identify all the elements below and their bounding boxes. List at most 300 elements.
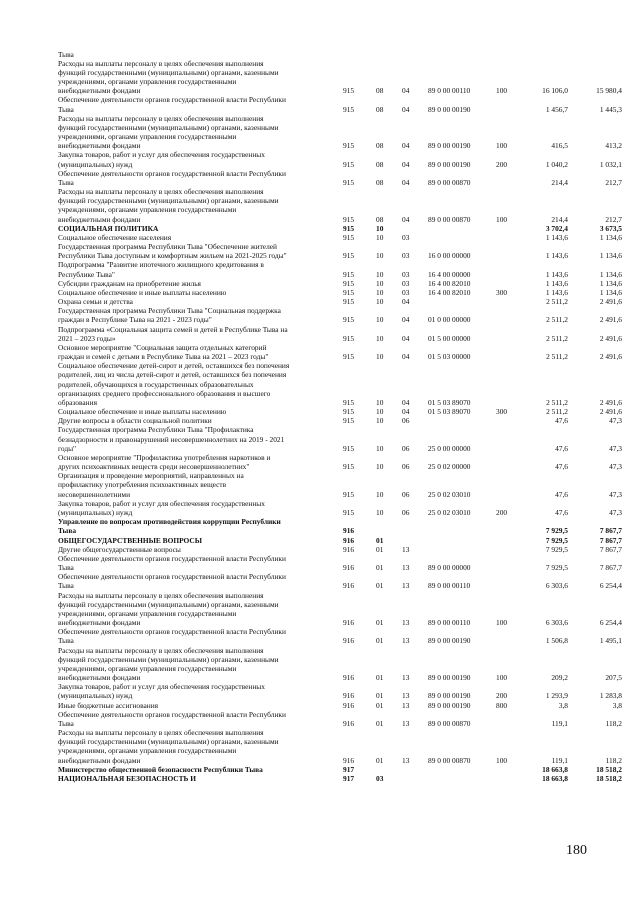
row-section-code: 01 <box>376 700 384 710</box>
table-row <box>0 160 639 169</box>
row-subsection-code: 13 <box>402 636 410 646</box>
row-section-code: 10 <box>376 397 384 407</box>
table-row <box>0 719 639 728</box>
row-subsection-code: 13 <box>402 618 410 628</box>
table-row <box>0 444 639 453</box>
row-value-actual: 2 491,6 <box>599 407 622 417</box>
row-ministry-code: 915 <box>343 223 355 233</box>
row-value-plan: 2 511,2 <box>546 407 568 417</box>
row-description: учреждениями, органами управления государственными <box>58 77 237 86</box>
row-description: Подпрограмма «Социальная защита семей и детей в Республике Тыва на <box>58 324 288 334</box>
row-description: Обеспечение деятельности органов государственной власти Республики <box>58 572 286 582</box>
row-target-article: 01 5 03 00000 <box>428 352 471 362</box>
table-row <box>0 270 639 279</box>
row-value-plan: 2 511,2 <box>546 297 568 307</box>
row-target-article: 25 0 02 03010 <box>428 508 471 517</box>
row-description: Закупка товаров, работ и услуг для обеспечения государственных <box>58 150 265 160</box>
row-description: Расходы на выплаты персоналу в целях обеспечения выполнения <box>58 590 264 600</box>
table-row <box>0 655 639 664</box>
row-value-plan: 1 293,9 <box>545 691 568 701</box>
row-subsection-code: 04 <box>402 297 410 307</box>
row-subsection-code: 13 <box>402 563 410 573</box>
row-description: Государственная программа Республики Тыва "Профилактика <box>58 425 254 435</box>
row-description: внебюджетными фондами <box>58 86 141 96</box>
row-value-actual: 18 518,2 <box>596 764 622 774</box>
row-expense-type: 100 <box>496 618 508 628</box>
table-row <box>0 297 639 306</box>
row-description: Республики Тыва доступным и комфортным жильем на 2021-2025 годы" <box>58 251 287 261</box>
row-description: Субсидии гражданам на приобретение жилья <box>58 278 201 288</box>
row-section-code: 10 <box>376 462 384 472</box>
row-ministry-code: 915 <box>343 462 355 472</box>
table-row <box>0 737 639 746</box>
table-row <box>0 187 639 196</box>
row-target-article: 89 0 00 00190 <box>428 159 471 169</box>
row-value-plan: 7 929,5 <box>545 526 568 536</box>
table-row <box>0 105 639 114</box>
row-description: Основное мероприятие "Социальная защита отдельных категорий <box>58 342 267 352</box>
row-section-code: 03 <box>376 773 384 783</box>
row-value-actual: 47,3 <box>609 443 622 453</box>
row-target-article: 01 5 00 00000 <box>428 333 471 343</box>
row-section-code: 01 <box>376 581 384 591</box>
table-row <box>0 765 639 774</box>
row-ministry-code: 915 <box>343 86 355 96</box>
row-subsection-code: 13 <box>402 691 410 701</box>
row-description: Основное мероприятие "Профилактика употребления наркотиков и <box>58 452 271 462</box>
row-section-code: 10 <box>376 333 384 343</box>
row-subsection-code: 03 <box>402 287 410 297</box>
table-row <box>0 701 639 710</box>
row-ministry-code: 916 <box>343 673 355 683</box>
row-section-code: 08 <box>376 104 384 114</box>
row-description: Расходы на выплаты персоналу в целях обеспечения выполнения <box>58 58 264 68</box>
table-row <box>0 224 639 233</box>
table-row <box>0 691 639 700</box>
table-row <box>0 425 639 434</box>
row-target-article: 16 4 00 82010 <box>428 287 471 297</box>
row-description: функций государственными (муниципальными) органами, казенными <box>58 122 279 132</box>
row-subsection-code: 04 <box>402 86 410 96</box>
row-value-plan: 47,6 <box>555 489 568 499</box>
row-description: Подпрограмма "Развитие ипотечного жилищного кредитования в <box>58 260 264 270</box>
row-ministry-code: 915 <box>343 278 355 288</box>
row-subsection-code: 13 <box>402 755 410 765</box>
row-ministry-code: 916 <box>343 535 355 545</box>
row-value-actual: 7 867,7 <box>599 535 622 545</box>
table-row <box>0 370 639 379</box>
row-target-article: 16 0 00 00000 <box>428 251 471 261</box>
row-description: Закупка товаров, работ и услуг для обеспечения государственных <box>58 682 265 692</box>
row-value-plan: 47,6 <box>555 416 568 426</box>
row-ministry-code: 917 <box>343 773 355 783</box>
row-subsection-code: 03 <box>402 278 410 288</box>
row-description: Государственная программа Республики Тыва "Социальная поддержка <box>58 306 281 316</box>
row-value-actual: 2 491,6 <box>599 315 622 325</box>
row-section-code: 01 <box>376 636 384 646</box>
row-expense-type: 100 <box>496 673 508 683</box>
row-ministry-code: 915 <box>343 177 355 187</box>
row-ministry-code: 915 <box>343 287 355 297</box>
table-row <box>0 114 639 123</box>
row-description: Расходы на выплаты персоналу в целях обеспечения выполнения <box>58 113 264 123</box>
row-value-plan: 7 929,5 <box>545 544 568 554</box>
row-ministry-code: 915 <box>343 214 355 224</box>
row-value-actual: 1 032,1 <box>599 159 622 169</box>
row-ministry-code: 915 <box>343 443 355 453</box>
row-ministry-code: 915 <box>343 159 355 169</box>
row-section-code: 10 <box>376 232 384 242</box>
row-expense-type: 100 <box>496 141 508 151</box>
row-description: учреждениями, органами управления государственными <box>58 608 237 618</box>
row-value-actual: 7 867,7 <box>599 526 622 536</box>
row-section-code: 10 <box>376 407 384 417</box>
row-value-actual: 1 134,6 <box>599 251 622 261</box>
row-target-article: 89 0 00 00190 <box>428 104 471 114</box>
row-target-article: 89 0 00 00190 <box>428 141 471 151</box>
table-row <box>0 536 639 545</box>
row-section-code: 10 <box>376 251 384 261</box>
row-section-code: 08 <box>376 86 384 96</box>
row-ministry-code: 915 <box>343 269 355 279</box>
row-value-plan: 47,6 <box>555 462 568 472</box>
row-value-actual: 118,2 <box>605 755 622 765</box>
table-row <box>0 756 639 765</box>
row-target-article: 89 0 00 00000 <box>428 563 471 573</box>
row-target-article: 89 0 00 00190 <box>428 691 471 701</box>
table-row <box>0 178 639 187</box>
row-description: Тыва <box>58 563 74 573</box>
table-row <box>0 545 639 554</box>
row-value-plan: 18 663,8 <box>542 764 568 774</box>
row-description: Обеспечение деятельности органов государственной власти Республики <box>58 168 286 178</box>
row-value-actual: 2 491,6 <box>599 297 622 307</box>
table-row <box>0 591 639 600</box>
row-description: Обеспечение деятельности органов государственной власти Республики <box>58 709 286 719</box>
row-value-plan: 6 303,6 <box>545 581 568 591</box>
row-description: Организация и проведение мероприятий, направленных на <box>58 471 244 481</box>
table-row <box>0 150 639 159</box>
table-row <box>0 416 639 425</box>
row-section-code: 01 <box>376 563 384 573</box>
row-description: Министерство общественной безопасности Республики Тыва <box>58 764 263 774</box>
row-value-plan: 47,6 <box>555 508 568 517</box>
row-target-article: 89 0 00 00870 <box>428 718 471 728</box>
row-value-plan: 1 143,6 <box>545 287 568 297</box>
row-target-article: 25 0 02 03010 <box>428 489 471 499</box>
row-description: безнадзорности и правонарушений несовершеннолетних на 2019 - 2021 <box>58 434 285 444</box>
row-value-actual: 1 495,1 <box>599 636 622 646</box>
row-description: Охрана семьи и детства <box>58 297 133 307</box>
table-row <box>0 636 639 645</box>
table-row <box>0 508 639 517</box>
row-value-actual: 2 491,6 <box>599 352 622 362</box>
table-row <box>0 343 639 352</box>
table-row <box>0 86 639 95</box>
row-description: (муниципальных) нужд <box>58 159 133 169</box>
row-section-code: 08 <box>376 141 384 151</box>
row-target-article: 01 0 00 00000 <box>428 315 471 325</box>
row-value-plan: 2 511,2 <box>546 397 568 407</box>
row-expense-type: 300 <box>496 287 508 297</box>
row-ministry-code: 915 <box>343 333 355 343</box>
row-target-article: 01 5 03 89070 <box>428 397 471 407</box>
row-description: учреждениями, органами управления государственными <box>58 746 237 756</box>
table-row <box>0 499 639 508</box>
row-value-actual: 7 867,7 <box>599 544 622 554</box>
row-value-actual: 1 283,8 <box>599 691 622 701</box>
row-ministry-code: 915 <box>343 489 355 499</box>
row-description: Управление по вопросам противодействия коррупции Республики <box>58 517 281 527</box>
row-subsection-code: 13 <box>402 700 410 710</box>
row-description: внебюджетными фондами <box>58 618 141 628</box>
row-value-plan: 7 929,5 <box>545 563 568 573</box>
table-row <box>0 774 639 783</box>
table-row <box>0 315 639 324</box>
row-target-article: 89 0 00 00870 <box>428 755 471 765</box>
row-expense-type: 100 <box>496 755 508 765</box>
row-value-actual: 18 518,2 <box>596 773 622 783</box>
row-target-article: 89 0 00 00110 <box>428 581 471 591</box>
table-row <box>0 352 639 361</box>
row-description: Другие вопросы в области социальной политики <box>58 416 212 426</box>
row-value-actual: 15 980,4 <box>596 86 622 96</box>
row-value-actual: 1 445,3 <box>599 104 622 114</box>
row-section-code: 01 <box>376 673 384 683</box>
row-value-plan: 214,4 <box>551 214 568 224</box>
row-value-plan: 1 143,6 <box>545 269 568 279</box>
row-section-code: 08 <box>376 159 384 169</box>
row-section-code: 10 <box>376 287 384 297</box>
table-row <box>0 673 639 682</box>
table-row <box>0 480 639 489</box>
row-description: Тыва <box>58 581 74 591</box>
row-section-code: 10 <box>376 223 384 233</box>
table-row <box>0 435 639 444</box>
row-value-plan: 1 143,6 <box>545 251 568 261</box>
row-description: Социальное обеспечение и иные выплаты населению <box>58 287 227 297</box>
table-row <box>0 279 639 288</box>
row-description: Тыва <box>58 49 74 59</box>
row-ministry-code: 916 <box>343 581 355 591</box>
row-ministry-code: 916 <box>343 700 355 710</box>
row-description: Тыва <box>58 636 74 646</box>
row-expense-type: 300 <box>496 407 508 417</box>
row-description: Обеспечение деятельности органов государственной власти Республики <box>58 95 286 105</box>
row-subsection-code: 06 <box>402 416 410 426</box>
row-value-actual: 118,2 <box>605 718 622 728</box>
row-ministry-code: 915 <box>343 315 355 325</box>
row-value-actual: 1 134,6 <box>599 278 622 288</box>
row-description: Социальное обеспечение и иные выплаты населению <box>58 407 227 417</box>
row-expense-type: 200 <box>496 691 508 701</box>
row-expense-type: 200 <box>496 159 508 169</box>
table-row <box>0 59 639 68</box>
row-section-code: 01 <box>376 618 384 628</box>
row-description: Социальное обеспечение детей-сирот и детей, оставшихся без попечения <box>58 361 290 371</box>
table-row <box>0 517 639 526</box>
row-description: функций государственными (муниципальными) органами, казенными <box>58 599 279 609</box>
row-ministry-code: 916 <box>343 526 355 536</box>
row-value-actual: 1 134,6 <box>599 232 622 242</box>
row-description: учреждениями, органами управления государственными <box>58 132 237 142</box>
row-section-code: 01 <box>376 544 384 554</box>
row-subsection-code: 04 <box>402 214 410 224</box>
row-description: Закупка товаров, работ и услуг для обеспечения государственных <box>58 498 265 508</box>
row-description: учреждениями, органами управления государственными <box>58 205 237 215</box>
row-value-plan: 2 511,2 <box>546 333 568 343</box>
row-section-code: 01 <box>376 535 384 545</box>
row-description: профилактику употребления психоактивных веществ <box>58 480 227 490</box>
table-row <box>0 205 639 214</box>
row-subsection-code: 03 <box>402 232 410 242</box>
row-target-article: 89 0 00 00870 <box>428 214 471 224</box>
table-row <box>0 325 639 334</box>
row-section-code: 01 <box>376 755 384 765</box>
table-row <box>0 132 639 141</box>
row-section-code: 08 <box>376 214 384 224</box>
table-row <box>0 600 639 609</box>
table-row <box>0 50 639 59</box>
table-row <box>0 407 639 416</box>
row-value-plan: 3,8 <box>558 700 568 710</box>
row-description: Расходы на выплаты персоналу в целях обеспечения выполнения <box>58 728 264 738</box>
table-row <box>0 334 639 343</box>
row-ministry-code: 915 <box>343 104 355 114</box>
row-value-actual: 3,8 <box>612 700 622 710</box>
table-row <box>0 490 639 499</box>
row-description: (муниципальных) нужд <box>58 691 133 701</box>
row-value-actual: 7 867,7 <box>599 563 622 573</box>
table-row <box>0 196 639 205</box>
row-value-plan: 7 929,5 <box>545 535 568 545</box>
row-section-code: 10 <box>376 416 384 426</box>
row-value-plan: 16 106,0 <box>542 86 568 96</box>
table-row <box>0 141 639 150</box>
row-value-actual: 413,2 <box>605 141 622 151</box>
row-subsection-code: 04 <box>402 397 410 407</box>
row-description: функций государственными (муниципальными) органами, казенными <box>58 737 279 747</box>
table-row <box>0 123 639 132</box>
row-value-actual: 1 134,6 <box>599 269 622 279</box>
row-description: Расходы на выплаты персоналу в целях обеспечения выполнения <box>58 187 264 197</box>
row-value-plan: 1 143,6 <box>545 232 568 242</box>
row-ministry-code: 916 <box>343 691 355 701</box>
row-ministry-code: 916 <box>343 636 355 646</box>
table-row <box>0 664 639 673</box>
row-value-plan: 2 511,2 <box>546 315 568 325</box>
row-target-article: 01 5 03 89070 <box>428 407 471 417</box>
table-row <box>0 306 639 315</box>
row-description: ОБЩЕГОСУДАРСТВЕННЫЕ ВОПРОСЫ <box>58 535 202 545</box>
row-ministry-code: 915 <box>343 416 355 426</box>
row-value-plan: 209,2 <box>551 673 568 683</box>
row-subsection-code: 04 <box>402 333 410 343</box>
table-row <box>0 453 639 462</box>
row-section-code: 10 <box>376 315 384 325</box>
row-ministry-code: 916 <box>343 544 355 554</box>
row-ministry-code: 916 <box>343 563 355 573</box>
row-section-code: 01 <box>376 691 384 701</box>
table-row <box>0 260 639 269</box>
row-value-plan: 2 511,2 <box>546 352 568 362</box>
row-subsection-code: 06 <box>402 462 410 472</box>
row-value-actual: 212,7 <box>605 214 622 224</box>
table-row <box>0 398 639 407</box>
row-description: других психоактивных веществ среди несовершеннолетних" <box>58 462 250 472</box>
row-value-actual: 47,3 <box>609 489 622 499</box>
table-row <box>0 682 639 691</box>
page-number: 180 <box>566 843 587 858</box>
row-section-code: 10 <box>376 443 384 453</box>
row-description: внебюджетными фондами <box>58 214 141 224</box>
row-value-plan: 214,4 <box>551 177 568 187</box>
row-ministry-code: 916 <box>343 755 355 765</box>
row-section-code: 10 <box>376 269 384 279</box>
row-description: Тыва <box>58 104 74 114</box>
row-value-actual: 47,3 <box>609 416 622 426</box>
row-value-actual: 6 254,4 <box>599 618 622 628</box>
row-section-code: 10 <box>376 297 384 307</box>
row-value-actual: 2 491,6 <box>599 397 622 407</box>
row-description: Тыва <box>58 718 74 728</box>
row-section-code: 10 <box>376 278 384 288</box>
row-ministry-code: 915 <box>343 508 355 517</box>
row-subsection-code: 04 <box>402 315 410 325</box>
row-description: Социальное обеспечение населения <box>58 232 172 242</box>
row-subsection-code: 06 <box>402 443 410 453</box>
table-row <box>0 618 639 627</box>
row-value-actual: 47,3 <box>609 508 622 517</box>
row-ministry-code: 915 <box>343 297 355 307</box>
row-description: Тыва <box>58 177 74 187</box>
table-row <box>0 581 639 590</box>
table-row <box>0 746 639 755</box>
row-value-actual: 2 491,6 <box>599 333 622 343</box>
row-description: организациях среднего профессионального образования и высшего <box>58 388 271 398</box>
row-section-code: 01 <box>376 718 384 728</box>
row-ministry-code: 915 <box>343 397 355 407</box>
row-description: годы" <box>58 443 77 453</box>
row-description: Обеспечение деятельности органов государственной власти Республики <box>58 627 286 637</box>
table-row <box>0 169 639 178</box>
row-subsection-code: 13 <box>402 581 410 591</box>
row-value-plan: 1 040,2 <box>545 159 568 169</box>
row-description: функций государственными (муниципальными) органами, казенными <box>58 654 279 664</box>
table-row <box>0 215 639 224</box>
row-description: Республике Тыва" <box>58 269 115 279</box>
table-row <box>0 68 639 77</box>
table-row <box>0 251 639 260</box>
row-ministry-code: 916 <box>343 618 355 628</box>
row-description: несовершеннолетними <box>58 489 131 499</box>
row-description: Иные бюджетные ассигнования <box>58 700 159 710</box>
row-target-article: 25 0 02 00000 <box>428 462 471 472</box>
row-subsection-code: 03 <box>402 251 410 261</box>
row-subsection-code: 04 <box>402 159 410 169</box>
table-row <box>0 526 639 535</box>
row-ministry-code: 916 <box>343 718 355 728</box>
table-row <box>0 554 639 563</box>
row-description: Расходы на выплаты персоналу в целях обеспечения выполнения <box>58 645 264 655</box>
table-row <box>0 95 639 104</box>
table-row <box>0 728 639 737</box>
row-target-article: 89 0 00 00190 <box>428 636 471 646</box>
row-target-article: 89 0 00 00190 <box>428 700 471 710</box>
row-section-code: 10 <box>376 352 384 362</box>
row-subsection-code: 04 <box>402 141 410 151</box>
row-subsection-code: 13 <box>402 544 410 554</box>
